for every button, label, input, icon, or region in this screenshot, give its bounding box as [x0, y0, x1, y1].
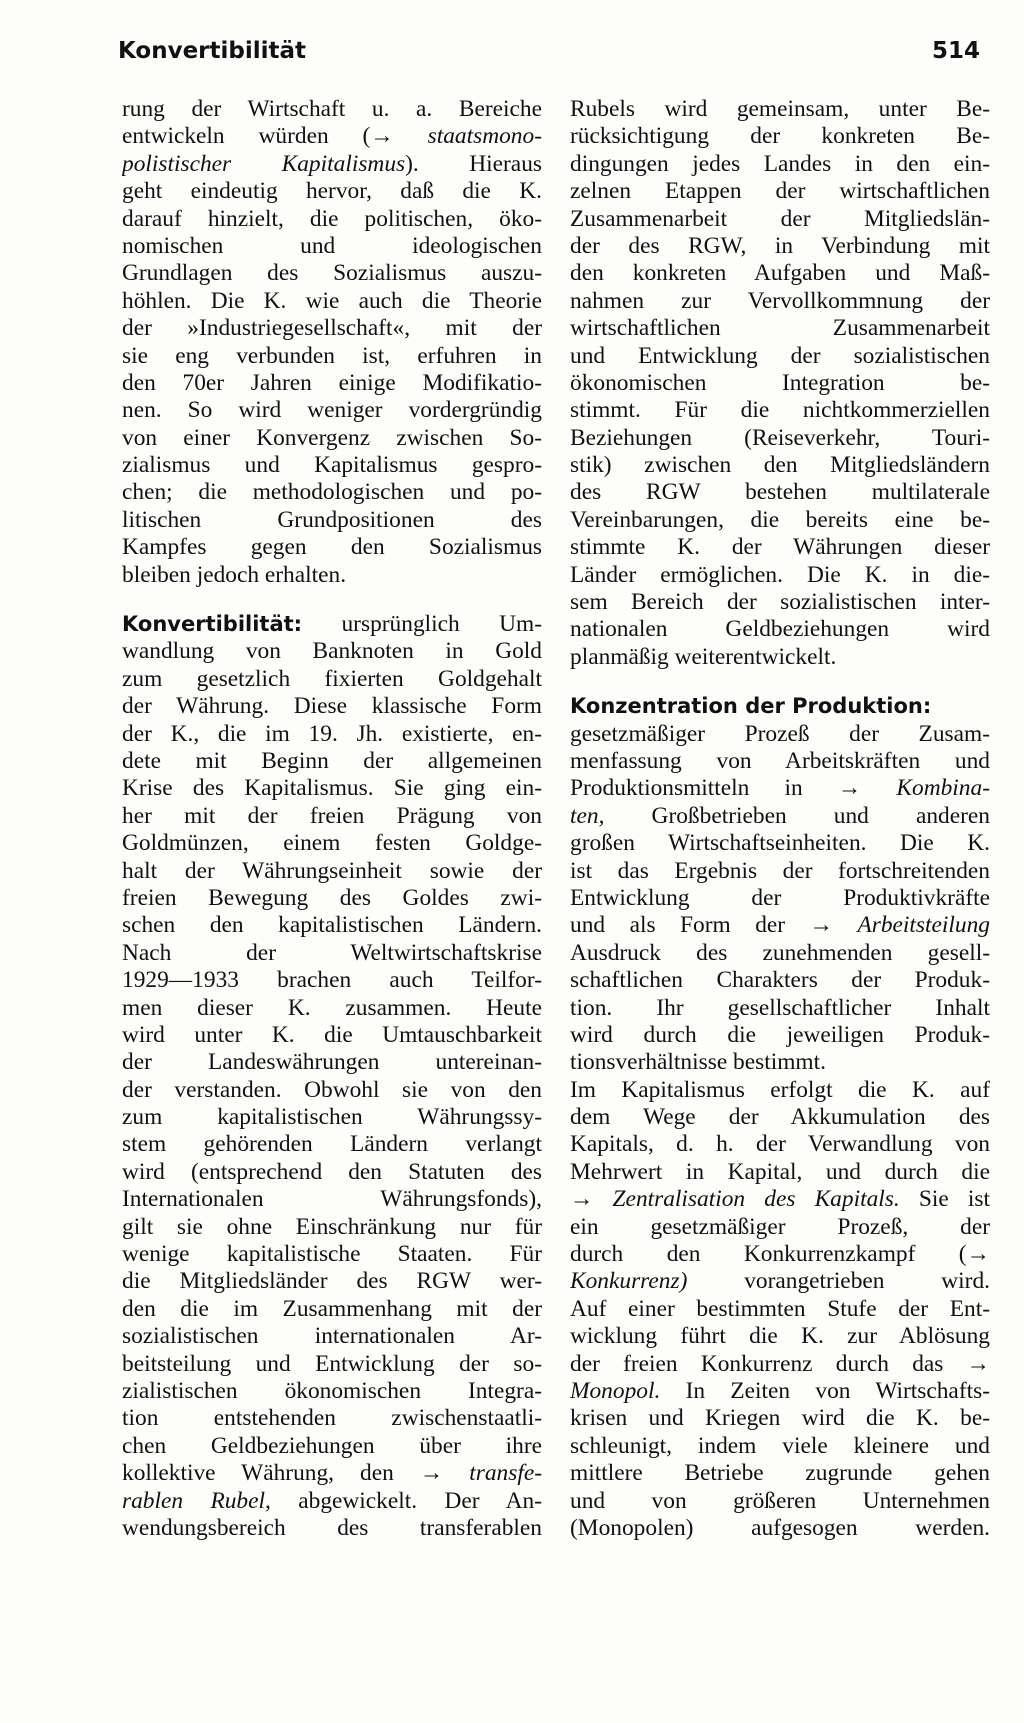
cross-reference: ten,: [570, 802, 605, 829]
text-line: der freien Konkurrenz durch das →: [570, 1350, 990, 1377]
text-line: schaftlichen Charakters der Produk-: [570, 967, 990, 994]
text-line: tion. Ihr gesellschaftlicher Inhalt: [570, 994, 990, 1021]
text-line: und Entwicklung der sozialistischen: [570, 342, 990, 369]
text-line: → Zentralisation des Kapitals. Sie ist: [570, 1186, 990, 1213]
text-line: krisen und Kriegen wird die K. be-: [570, 1405, 990, 1432]
text-line: der K., die im 19. Jh. existierte, en-: [122, 720, 542, 747]
text-line: dem Wege der Akkumulation des: [570, 1104, 990, 1131]
text-line: wicklung führt die K. zur Ablösung: [570, 1323, 990, 1350]
text-line: Internationalen Währungsfonds),: [122, 1186, 542, 1213]
text-line: litischen Grundpositionen des: [122, 506, 542, 533]
text-line: beitsteilung und Entwicklung der so-: [122, 1350, 542, 1377]
text-line: zialismus und Kapitalismus gespro-: [122, 452, 542, 479]
text-line: Ausdruck des zunehmenden gesell-: [570, 939, 990, 966]
cross-reference: Zentralisation des Kapitals.: [612, 1186, 900, 1213]
text-line: bleiben jedoch erhalten.: [122, 561, 347, 588]
text-line: höhlen. Die K. wie auch die Theorie: [122, 287, 542, 314]
text-line: stimmt. Für die nichtkommerziellen: [570, 397, 990, 424]
text-line: chen Geldbeziehungen über ihre: [122, 1432, 542, 1459]
text-line: Auf einer bestimmten Stufe der Ent-: [570, 1295, 990, 1322]
text-line: Goldmünzen, einem festen Goldge-: [122, 830, 542, 857]
text-line: men dieser K. zusammen. Heute: [122, 994, 542, 1021]
text-line: Krise des Kapitalismus. Sie ging ein-: [122, 775, 542, 802]
text-line: großen Wirtschaftseinheiten. Die K.: [570, 830, 990, 857]
text-line: Konvertibilität: ursprünglich Um-: [122, 611, 542, 638]
text-line: Rubels wird gemeinsam, unter Be-: [570, 96, 990, 122]
text-line: Im Kapitalismus erfolgt die K. auf: [570, 1076, 990, 1103]
text-line: [570, 693, 990, 720]
text-line: planmäßig weiterentwickelt.: [570, 643, 837, 670]
text-line: ist das Ergebnis der fortschreitenden: [570, 857, 990, 884]
text-line: Mehrwert in Kapital, und durch die: [570, 1158, 990, 1185]
text-line: 1929—1933 brachen auch Teilfor-: [122, 967, 542, 994]
text-line: des RGW bestehen multilaterale: [570, 479, 990, 506]
text-line: durch den Konkurrenzkampf (→: [570, 1241, 990, 1268]
text-line: Länder ermöglichen. Die K. in die-: [570, 561, 990, 588]
text-line: schleunigt, indem viele kleinere und: [570, 1432, 990, 1459]
text-line: gesetzmäßiger Prozeß der Zusam-: [570, 720, 990, 747]
text-line: rung der Wirtschaft u. a. Bereiche: [122, 96, 542, 122]
text-line: wird (entsprechend den Statuten des: [122, 1158, 542, 1185]
text-line: dingungen jedes Landes in den ein-: [570, 150, 990, 177]
text-line: der des RGW, in Verbindung mit: [570, 232, 990, 259]
text-line: zum kapitalistischen Währungssy-: [122, 1104, 542, 1131]
text-line: stik) zwischen den Mitgliedsländern: [570, 452, 990, 479]
page-header: [118, 38, 980, 78]
text-line: mittlere Betriebe zugrunde gehen: [570, 1460, 990, 1487]
continuation-paragraph: [570, 96, 990, 671]
text-line: stem gehörenden Ländern verlangt: [122, 1131, 542, 1158]
text-line: Zusammenarbeit der Mitgliedslän-: [570, 205, 990, 232]
text-line: sie eng verbunden ist, erfuhren in: [122, 342, 542, 369]
text-line: Entwicklung der Produktivkräfte: [570, 884, 990, 911]
text-line: wird durch die jeweiligen Produk-: [570, 1021, 990, 1048]
cross-reference: Monopol.: [570, 1377, 661, 1404]
cross-reference: Kombina-: [896, 775, 990, 802]
text-line: zelnen Etappen der wirtschaftlichen: [570, 178, 990, 205]
text-line: und als Form der → Arbeitsteilung: [570, 912, 990, 939]
text-line: Monopol. In Zeiten von Wirtschafts-: [570, 1377, 990, 1404]
text-line: wandlung von Banknoten in Gold: [122, 638, 542, 665]
text-line: zialistischen ökonomischen Integra-: [122, 1377, 542, 1404]
text-line: nen. So wird weniger vordergründig: [122, 397, 542, 424]
text-line: Produktionsmitteln in → Kombina-: [570, 775, 990, 802]
text-line: ein gesetzmäßiger Prozeß, der: [570, 1213, 990, 1240]
text-line: der Währung. Diese klassische Form: [122, 693, 542, 720]
text-line: stimmte K. der Währungen dieser: [570, 534, 990, 561]
entry-headword: Konzentration der Produktion:: [570, 694, 932, 719]
entry-konzentration-der-produktion: [570, 693, 990, 1542]
text-line: und von größeren Unternehmen: [570, 1487, 990, 1514]
text-line: sozialistischen internationalen Ar-: [122, 1323, 542, 1350]
entry-konvertibilitaet: [122, 611, 542, 1542]
right-column: [570, 96, 990, 1542]
text-line: (Monopolen) aufgesogen werden.: [570, 1514, 990, 1541]
text-line: Grundlagen des Sozialismus auszu-: [122, 260, 542, 287]
text-line: her mit der freien Prägung von: [122, 802, 542, 829]
running-title: Konvertibilität: [118, 38, 307, 64]
text-line: den konkreten Aufgaben und Maß-: [570, 260, 990, 287]
text-line: der Landeswährungen untereinan-: [122, 1049, 542, 1076]
text-line: sem Bereich der sozialistischen inter-: [570, 589, 990, 616]
text-line: gilt sie ohne Einschränkung nur für: [122, 1213, 542, 1240]
text-line: wird unter K. die Umtauschbarkeit: [122, 1021, 542, 1048]
text-line: entwickeln würden (→ staatsmono-: [122, 123, 542, 150]
text-line: zum gesetzlich fixierten Goldgehalt: [122, 665, 542, 692]
cross-reference: transfe-: [469, 1460, 542, 1487]
cross-reference: Arbeitsteilung: [857, 912, 990, 939]
text-line: rablen Rubel, abgewickelt. Der An-: [122, 1487, 542, 1514]
page-number: 514: [931, 38, 980, 64]
text-line: freien Bewegung des Goldes zwi-: [122, 884, 542, 911]
text-line: kollektive Währung, den → transfe-: [122, 1460, 542, 1487]
text-line: nomischen und ideologischen: [122, 232, 542, 259]
cross-reference: rablen Rubel,: [122, 1487, 271, 1514]
text-line: den 70er Jahren einige Modifikatio-: [122, 369, 542, 396]
text-line: wendungsbereich des transferablen: [122, 1514, 542, 1541]
text-line: Beziehungen (Reiseverkehr, Touri-: [570, 424, 990, 451]
text-line: nahmen zur Vervollkommnung der: [570, 287, 990, 314]
text-line: wirtschaftlichen Zusammenarbeit: [570, 315, 990, 342]
text-line: von einer Konvergenz zwischen So-: [122, 424, 542, 451]
text-line: den die im Zusammenhang mit der: [122, 1295, 542, 1322]
text-line: Konkurrenz) vorangetrieben wird.: [570, 1268, 990, 1295]
text-line: Nach der Weltwirtschaftskrise: [122, 939, 542, 966]
text-line: schen den kapitalistischen Ländern.: [122, 912, 542, 939]
text-line: menfassung von Arbeitskräften und: [570, 747, 990, 774]
text-line: rücksichtigung der konkreten Be-: [570, 123, 990, 150]
text-line: der »Industriegesellschaft«, mit der: [122, 315, 542, 342]
text-line: tionsverhältnisse bestimmt.: [570, 1049, 826, 1076]
text-line: wenige kapitalistische Staaten. Für: [122, 1241, 542, 1268]
text-line: ökonomischen Integration be-: [570, 369, 990, 396]
text-line: polistischer Kapitalismus). Hieraus: [122, 150, 542, 177]
text-line: geht eindeutig hervor, daß die K.: [122, 178, 542, 205]
text-line: halt der Währungseinheit sowie der: [122, 857, 542, 884]
text-line: nationalen Geldbeziehungen wird: [570, 616, 990, 643]
cross-reference: Konkurrenz): [570, 1268, 688, 1295]
text-line: darauf hinzielt, die politischen, öko-: [122, 205, 542, 232]
text-line: ten, Großbetrieben und anderen: [570, 802, 990, 829]
text-line: die Mitgliedsländer des RGW wer-: [122, 1268, 542, 1295]
continuation-paragraph: [122, 96, 542, 589]
text-line: dete mit Beginn der allgemeinen: [122, 747, 542, 774]
text-line: chen; die methodologischen und po-: [122, 479, 542, 506]
text-line: tion entstehenden zwischenstaatli-: [122, 1405, 542, 1432]
text-line: Kapitals, d. h. der Verwandlung von: [570, 1131, 990, 1158]
text-line: Kampfes gegen den Sozialismus: [122, 534, 542, 561]
entry-headword: Konvertibilität:: [122, 612, 303, 637]
text-line: Vereinbarungen, die bereits eine be-: [570, 506, 990, 533]
text-line: der verstanden. Obwohl sie von den: [122, 1076, 542, 1103]
left-column: [122, 96, 542, 1542]
